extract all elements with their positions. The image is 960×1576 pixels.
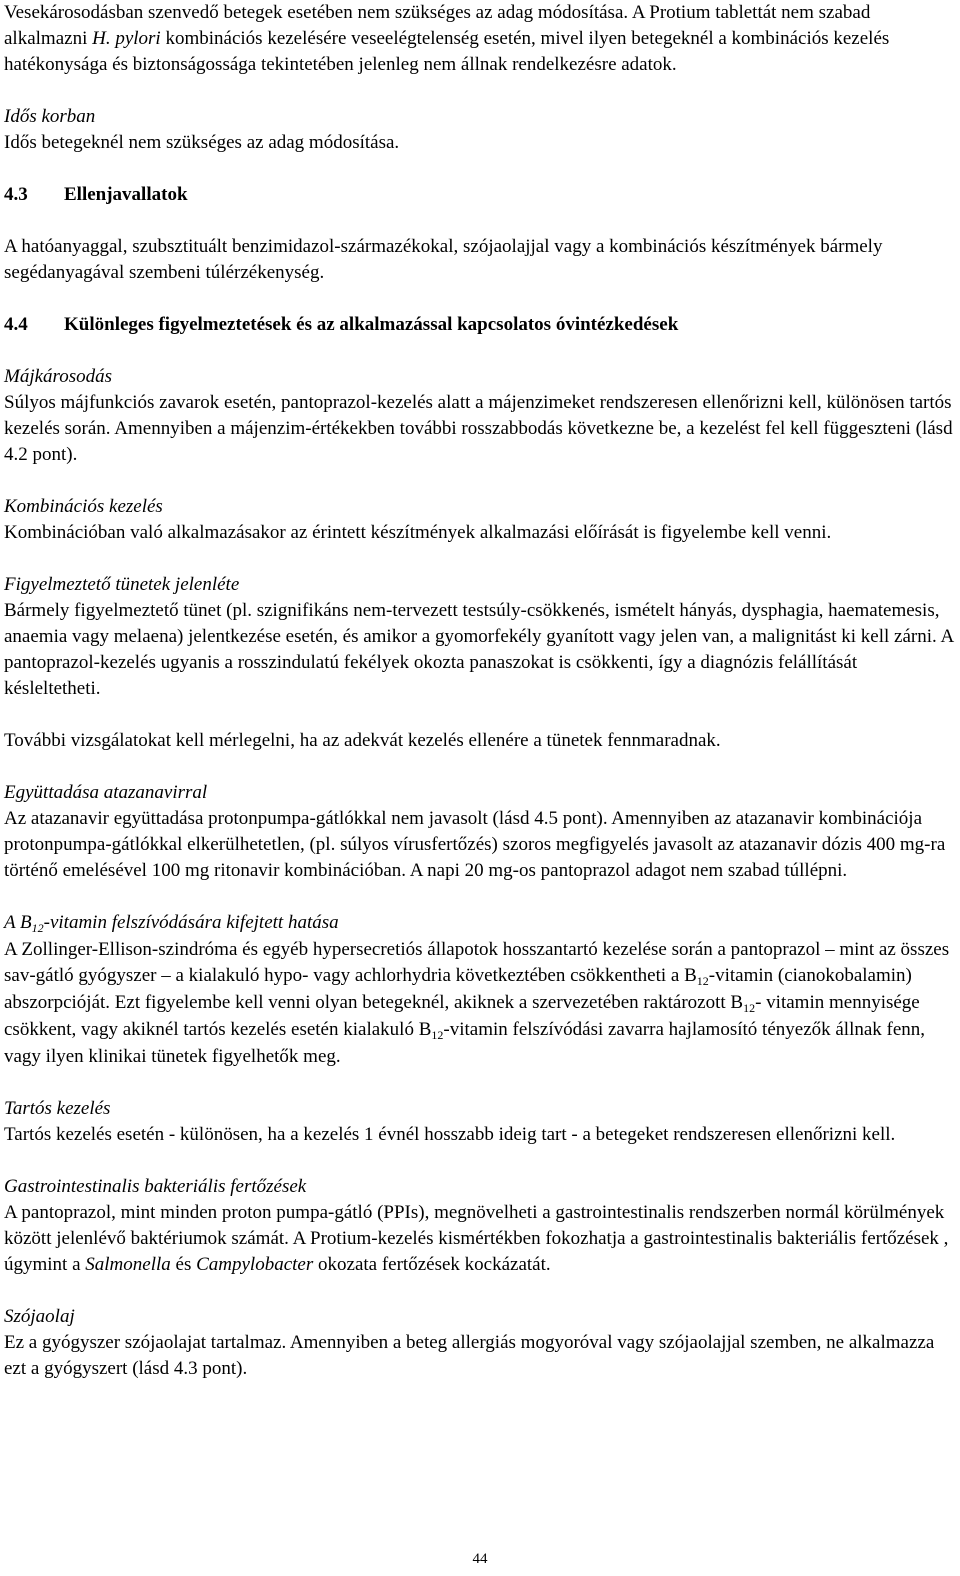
warning-symptoms-text: Bármely figyelmeztető tünet (pl. szignifikáns nem-tervezett testsúly-csökkenés, ismételt hányás, dysphagia, haematemesis, anaemia vagy melaena) jelentkezése esetén, és amikor a gyomorfekély gyanított vagy jelen van, a malignitást ki kell zárni. A pantoprazol-kezelés ugyanis a rosszindulatú fekélyek okozta panaszokat is csökkenti, így a diagnózis felállítását késleltetheti. <box>4 600 954 699</box>
b12-text <box>4 937 954 1070</box>
liver-heading: Májkárosodás <box>4 366 113 387</box>
soy-heading: Szójaolaj <box>4 1306 75 1327</box>
combination-heading: Kombinációs kezelés <box>4 496 163 517</box>
b12-heading-b: -vitamin felszívódására kifejtett hatása <box>43 912 339 933</box>
gi-text-1: A pantoprazol, mint minden proton pumpa-gátló (PPIs), megnövelheti a gastrointestinalis rendszerben normál körülmények között jelenlévő baktériumok számát. A Protium-kezelés kismértékben fokozhatja a gastrointestinalis bakteriális fertőzések , úgymint a <box>4 1202 949 1275</box>
section-number: 4.3 <box>4 184 28 205</box>
section-title: Különleges figyelmeztetések és az alkalmazással kapcsolatos óvintézkedések <box>64 314 679 335</box>
gi-infections-heading: Gastrointestinalis bakteriális fertőzések <box>4 1176 307 1197</box>
b12-subscript: 12 <box>696 974 709 988</box>
b12-text-1: A Zollinger-Ellison-szindróma és egyéb hypersecretiós állapotok hosszantartó kezelése során a pantoprazol – mint az összes sav-gátló gyógyszer – a kialakuló hypo- vagy achlorhydria következtében csökkentheti a B <box>4 939 950 986</box>
longterm-text: Tartós kezelés esetén - különösen, ha a kezelés 1 évnél hosszabb ideig tart - a betegeket rendszeresen ellenőrizni kell. <box>4 1124 896 1145</box>
intro-paragraph <box>4 0 954 78</box>
b12-heading-a: A B <box>4 912 32 933</box>
soy-text: Ez a gyógyszer szójaolajat tartalmaz. Amennyiben a beteg allergiás mogyoróval vagy szójaolajjal szemben, ne alkalmazza ezt a gyógyszert (lásd 4.3 pont). <box>4 1332 935 1379</box>
longterm-heading: Tartós kezelés <box>4 1098 111 1119</box>
b12-heading <box>4 910 954 937</box>
b12-text-4: -vitamin felszívódási zavarra hajlamosító tényezők állnak fenn, vagy ilyen klinikai tünetek figyelhetők meg. <box>4 1019 926 1067</box>
elderly-text: Idős betegeknél nem szükséges az adag módosítása. <box>4 132 400 153</box>
section-4-4-heading <box>4 312 954 338</box>
b12-text-2: -vitamin (cianokobalamin) abszorpcióját. Ezt figyelembe kell venni olyan betegeknél, akiknek a szervezetében raktározott B <box>4 965 912 1013</box>
page-number: 44 <box>472 1551 488 1567</box>
b12-subscript: 12 <box>431 1028 444 1042</box>
section-4-3-text: A hatóanyaggal, szubsztituált benzimidazol-származékokal, szójaolajjal vagy a kombinációs készítmények bármely segédanyagával szembeni túlérzékenység. <box>4 236 883 283</box>
elderly-heading: Idős korban <box>4 106 96 127</box>
section-4-3-heading <box>4 182 954 208</box>
atazanavir-heading: Együttadása atazanavirral <box>4 782 208 803</box>
intro-h-pylori: H. pylori <box>92 28 161 49</box>
b12-subscript: 12 <box>743 1001 756 1015</box>
document-page <box>4 0 954 1382</box>
atazanavir-text: Az atazanavir együttadása protonpumpa-gátlókkal nem javasolt (lásd 4.5 pont). Amennyiben az atazanavir kombinációja protonpumpa-gátlókkal elkerülhetetlen, (pl. súlyos vírusfertőzés) szoros megfigyelés javasolt az atazanavir dózis 400 mg-ra történő emelésével 100 mg ritonavir kombinációban. A napi 20 mg-os pantoprazol adagot nem szabad túllépni. <box>4 808 946 881</box>
section-number: 4.4 <box>4 314 28 335</box>
warning-symptoms-text-2: További vizsgálatokat kell mérlegelni, ha az adekvát kezelés ellenére a tünetek fennmaradnak. <box>4 730 721 751</box>
salmonella-term: Salmonella <box>85 1254 171 1275</box>
campylobacter-term: Campylobacter <box>196 1254 314 1275</box>
b12-text-3: - vitamin mennyisége csökkent, vagy akiknél tartós kezelés esetén kialakuló B <box>4 992 920 1040</box>
liver-text: Súlyos májfunkciós zavarok esetén, pantoprazol-kezelés alatt a májenzimeket rendszeresen ellenőrizni kell, különösen tartós kezelés során. Amennyiben a májenzim-értékekben további rosszabbodás következne be, a kezelést fel kell függeszteni (lásd 4.2 pont). <box>4 392 953 465</box>
b12-heading-subscript: 12 <box>31 921 44 935</box>
gi-infections-text <box>4 1200 954 1278</box>
warning-symptoms-heading: Figyelmeztető tünetek jelenléte <box>4 574 240 595</box>
section-title: Ellenjavallatok <box>64 184 188 205</box>
gi-text-2: és <box>170 1254 197 1275</box>
gi-text-3: okozata fertőzések kockázatát. <box>313 1254 551 1275</box>
intro-text-a: Vesekárosodásban szenvedő betegek esetében nem szükséges az adag módosítása. A Protium tablettát nem szabad alkalmazni <box>4 2 871 49</box>
intro-text-b: kombinációs kezelésére veseelégtelenség esetén, mivel ilyen betegeknél a kombinációs kezelés hatékonysága és biztonságossága tekintetében jelenleg nem állnak rendelkezésre adatok. <box>4 28 890 75</box>
combination-text: Kombinációban való alkalmazásakor az érintett készítmények alkalmazási előírását is figyelembe kell venni. <box>4 522 832 543</box>
